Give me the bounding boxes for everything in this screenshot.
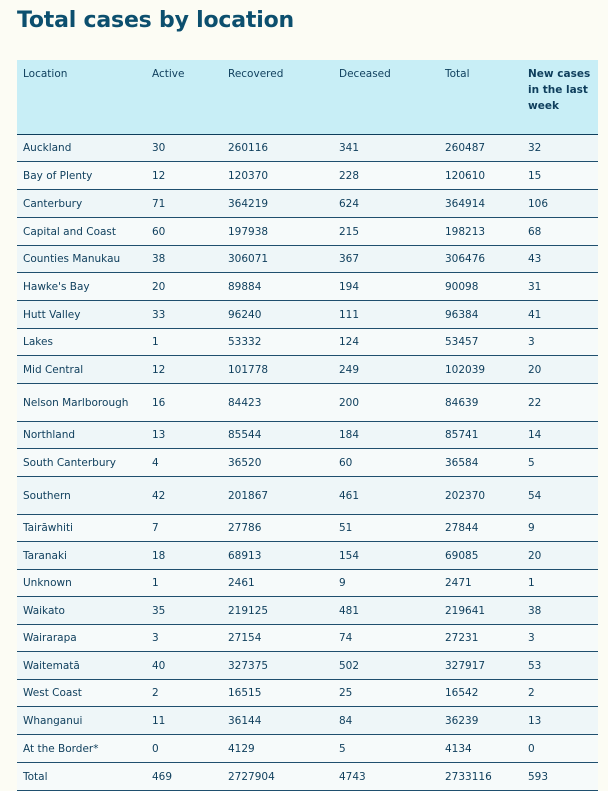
cell-total: 16542 <box>439 680 522 707</box>
cell-location: Capital and Coast <box>17 218 146 246</box>
cell-recovered: 120370 <box>222 162 333 190</box>
cell-location: Tairāwhiti <box>17 515 146 542</box>
cell-location: Southern <box>17 477 146 515</box>
totals-row <box>17 763 598 791</box>
cell-active: 1 <box>146 329 222 356</box>
cell-total: 2471 <box>439 570 522 597</box>
cell-recovered: 201867 <box>222 477 333 515</box>
cell-deceased: 461 <box>333 477 439 515</box>
cell-active: 40 <box>146 652 222 680</box>
cell-deceased: 9 <box>333 570 439 597</box>
cell-recovered: 96240 <box>222 301 333 329</box>
cell-new-cases: 15 <box>522 162 598 190</box>
cell-recovered: 364219 <box>222 190 333 218</box>
table-body <box>17 135 598 763</box>
cell-total: 4134 <box>439 735 522 763</box>
cell-new-cases: 68 <box>522 218 598 246</box>
cell-location: Counties Manukau <box>17 246 146 273</box>
page-title: Total cases by location <box>17 8 294 33</box>
cell-recovered: 53332 <box>222 329 333 356</box>
cell-recovered: 85544 <box>222 422 333 449</box>
cell-location: Nelson Marlborough <box>17 384 146 422</box>
cell-location: Waitematā <box>17 652 146 680</box>
cell-deceased: 25 <box>333 680 439 707</box>
cell-recovered: 68913 <box>222 542 333 570</box>
cell-new-cases: 32 <box>522 135 598 162</box>
table-row <box>17 135 598 162</box>
cell-new-cases: 14 <box>522 422 598 449</box>
cell-recovered: 27786 <box>222 515 333 542</box>
column-header-deceased: Deceased <box>333 60 439 135</box>
cell-recovered: 260116 <box>222 135 333 162</box>
table-row <box>17 246 598 273</box>
cell-deceased: 215 <box>333 218 439 246</box>
cell-new-cases: 53 <box>522 652 598 680</box>
cell-deceased: 249 <box>333 356 439 384</box>
cell-total: 53457 <box>439 329 522 356</box>
cell-active: 16 <box>146 384 222 422</box>
cell-total: 96384 <box>439 301 522 329</box>
totals-deceased: 4743 <box>333 763 439 791</box>
cell-new-cases: 0 <box>522 735 598 763</box>
cell-active: 12 <box>146 356 222 384</box>
cell-deceased: 111 <box>333 301 439 329</box>
cell-deceased: 5 <box>333 735 439 763</box>
column-header-total: Total <box>439 60 522 135</box>
cell-new-cases: 41 <box>522 301 598 329</box>
cell-deceased: 51 <box>333 515 439 542</box>
cell-total: 306476 <box>439 246 522 273</box>
cell-new-cases: 3 <box>522 625 598 652</box>
cell-total: 102039 <box>439 356 522 384</box>
totals-total: 2733116 <box>439 763 522 791</box>
cell-location: Taranaki <box>17 542 146 570</box>
cell-new-cases: 13 <box>522 707 598 735</box>
column-header-recovered: Recovered <box>222 60 333 135</box>
cell-deceased: 481 <box>333 597 439 625</box>
cell-deceased: 341 <box>333 135 439 162</box>
table-row <box>17 477 598 515</box>
cell-recovered: 101778 <box>222 356 333 384</box>
cell-total: 120610 <box>439 162 522 190</box>
table-row <box>17 218 598 246</box>
cell-new-cases: 106 <box>522 190 598 218</box>
table-row <box>17 652 598 680</box>
column-header-new-cases: New cases in the last week <box>522 60 598 135</box>
cell-active: 3 <box>146 625 222 652</box>
table-row <box>17 515 598 542</box>
cell-active: 18 <box>146 542 222 570</box>
cell-deceased: 84 <box>333 707 439 735</box>
totals-recovered: 2727904 <box>222 763 333 791</box>
cell-location: Waikato <box>17 597 146 625</box>
cell-total: 327917 <box>439 652 522 680</box>
cell-deceased: 124 <box>333 329 439 356</box>
cell-new-cases: 20 <box>522 356 598 384</box>
cell-recovered: 16515 <box>222 680 333 707</box>
table-row <box>17 329 598 356</box>
cell-active: 7 <box>146 515 222 542</box>
table-row <box>17 542 598 570</box>
table-row <box>17 597 598 625</box>
cell-location: Hawke's Bay <box>17 273 146 301</box>
cell-active: 0 <box>146 735 222 763</box>
table-row <box>17 356 598 384</box>
cell-recovered: 327375 <box>222 652 333 680</box>
cell-recovered: 89884 <box>222 273 333 301</box>
cell-total: 202370 <box>439 477 522 515</box>
cell-location: Auckland <box>17 135 146 162</box>
column-header-active: Active <box>146 60 222 135</box>
table-row <box>17 422 598 449</box>
cell-active: 4 <box>146 449 222 477</box>
cell-active: 33 <box>146 301 222 329</box>
table-row <box>17 190 598 218</box>
cell-deceased: 367 <box>333 246 439 273</box>
cell-new-cases: 43 <box>522 246 598 273</box>
cell-deceased: 624 <box>333 190 439 218</box>
cell-total: 364914 <box>439 190 522 218</box>
cell-active: 11 <box>146 707 222 735</box>
cell-recovered: 219125 <box>222 597 333 625</box>
cell-deceased: 74 <box>333 625 439 652</box>
table-header-row <box>17 60 598 135</box>
cell-total: 260487 <box>439 135 522 162</box>
cell-active: 35 <box>146 597 222 625</box>
table-row <box>17 273 598 301</box>
cell-active: 30 <box>146 135 222 162</box>
cell-recovered: 36144 <box>222 707 333 735</box>
cell-recovered: 4129 <box>222 735 333 763</box>
cell-location: Unknown <box>17 570 146 597</box>
cell-total: 90098 <box>439 273 522 301</box>
totals-location: Total <box>17 763 146 791</box>
cell-new-cases: 22 <box>522 384 598 422</box>
cell-new-cases: 3 <box>522 329 598 356</box>
cell-total: 84639 <box>439 384 522 422</box>
cell-deceased: 194 <box>333 273 439 301</box>
cell-active: 60 <box>146 218 222 246</box>
cell-total: 36584 <box>439 449 522 477</box>
cell-location: Canterbury <box>17 190 146 218</box>
table-row <box>17 570 598 597</box>
cell-recovered: 2461 <box>222 570 333 597</box>
cell-active: 42 <box>146 477 222 515</box>
cell-location: Northland <box>17 422 146 449</box>
cell-deceased: 200 <box>333 384 439 422</box>
cell-new-cases: 2 <box>522 680 598 707</box>
table-row <box>17 735 598 763</box>
cell-deceased: 184 <box>333 422 439 449</box>
cell-recovered: 306071 <box>222 246 333 273</box>
cell-total: 219641 <box>439 597 522 625</box>
cell-recovered: 197938 <box>222 218 333 246</box>
cell-active: 12 <box>146 162 222 190</box>
cell-location: South Canterbury <box>17 449 146 477</box>
table-row <box>17 707 598 735</box>
cell-active: 71 <box>146 190 222 218</box>
cell-total: 198213 <box>439 218 522 246</box>
cell-recovered: 36520 <box>222 449 333 477</box>
cell-total: 36239 <box>439 707 522 735</box>
cases-table <box>17 60 598 791</box>
cell-deceased: 154 <box>333 542 439 570</box>
cell-deceased: 502 <box>333 652 439 680</box>
cell-location: Lakes <box>17 329 146 356</box>
table-row <box>17 625 598 652</box>
cell-active: 20 <box>146 273 222 301</box>
table-row <box>17 162 598 190</box>
cell-active: 2 <box>146 680 222 707</box>
cell-new-cases: 31 <box>522 273 598 301</box>
cell-total: 27231 <box>439 625 522 652</box>
cell-deceased: 60 <box>333 449 439 477</box>
table-row <box>17 680 598 707</box>
table-row <box>17 301 598 329</box>
table-row <box>17 384 598 422</box>
cell-new-cases: 1 <box>522 570 598 597</box>
cell-location: Hutt Valley <box>17 301 146 329</box>
cell-recovered: 84423 <box>222 384 333 422</box>
cell-active: 38 <box>146 246 222 273</box>
totals-active: 469 <box>146 763 222 791</box>
cell-recovered: 27154 <box>222 625 333 652</box>
cell-location: At the Border* <box>17 735 146 763</box>
cell-active: 1 <box>146 570 222 597</box>
cell-location: Mid Central <box>17 356 146 384</box>
cell-new-cases: 9 <box>522 515 598 542</box>
cell-active: 13 <box>146 422 222 449</box>
column-header-location: Location <box>17 60 146 135</box>
cell-total: 69085 <box>439 542 522 570</box>
cell-new-cases: 38 <box>522 597 598 625</box>
cell-new-cases: 54 <box>522 477 598 515</box>
table-row <box>17 449 598 477</box>
cell-total: 27844 <box>439 515 522 542</box>
totals-new-cases: 593 <box>522 763 598 791</box>
cell-location: West Coast <box>17 680 146 707</box>
cell-new-cases: 20 <box>522 542 598 570</box>
cell-total: 85741 <box>439 422 522 449</box>
cell-location: Wairarapa <box>17 625 146 652</box>
cell-deceased: 228 <box>333 162 439 190</box>
cell-location: Bay of Plenty <box>17 162 146 190</box>
cell-location: Whanganui <box>17 707 146 735</box>
cell-new-cases: 5 <box>522 449 598 477</box>
